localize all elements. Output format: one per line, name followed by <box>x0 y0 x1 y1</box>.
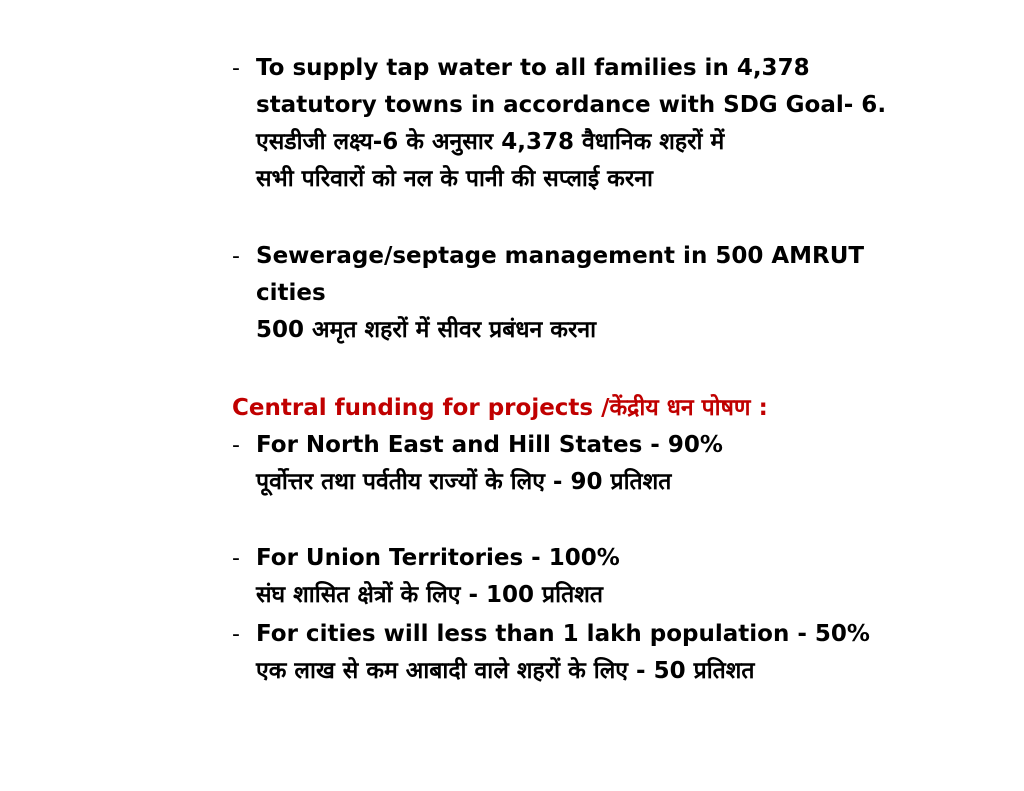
bullet-dash: - <box>232 622 240 647</box>
funding-heading: Central funding for projects /केंद्रीय धन पोषण : <box>232 395 768 421</box>
bullet-dash: - <box>232 244 240 269</box>
bullet-text <box>256 50 932 198</box>
bullet-text <box>256 427 932 501</box>
bullet-small-cities <box>232 616 932 690</box>
bullet-line: For cities will less than 1 lakh population - 50% <box>256 621 870 647</box>
bullet-line: पूर्वोत्तर तथा पर्वतीय राज्यों के लिए - 90 प्रतिशत <box>256 469 672 495</box>
bullet-line: Sewerage/septage management in 500 AMRUT <box>256 243 865 269</box>
bullet-line: To supply tap water to all families in 4,378 <box>256 55 810 81</box>
bullet-line: For North East and Hill States - 90% <box>256 432 723 458</box>
bullet-text <box>256 616 932 690</box>
bullet-north-east <box>232 427 932 501</box>
bullet-line: संघ शासित क्षेत्रों के लिए - 100 प्रतिशत <box>256 582 603 608</box>
bullet-line: 500 अमृत शहरों में सीवर प्रबंधन करना <box>256 317 597 343</box>
bullet-dash: - <box>232 56 240 81</box>
bullet-tap-water <box>232 50 932 198</box>
bullet-line: एसडीजी लक्ष्य-6 के अनुसार 4,378 वैधानिक शहरों में <box>256 129 725 155</box>
bullet-line: statutory towns in accordance with SDG Goal- 6. <box>256 92 887 118</box>
bullet-sewerage <box>232 238 932 349</box>
bullet-union-territories <box>232 540 932 614</box>
bullet-line: For Union Territories - 100% <box>256 545 620 571</box>
bullet-line: एक लाख से कम आबादी वाले शहरों के लिए - 50 प्रतिशत <box>256 658 755 684</box>
bullet-text <box>256 238 932 349</box>
bullet-dash: - <box>232 433 240 458</box>
bullet-line: सभी परिवारों को नल के पानी की सप्लाई करना <box>256 166 653 192</box>
bullet-line: cities <box>256 280 326 306</box>
bullet-text <box>256 540 932 614</box>
bullet-dash: - <box>232 546 240 571</box>
